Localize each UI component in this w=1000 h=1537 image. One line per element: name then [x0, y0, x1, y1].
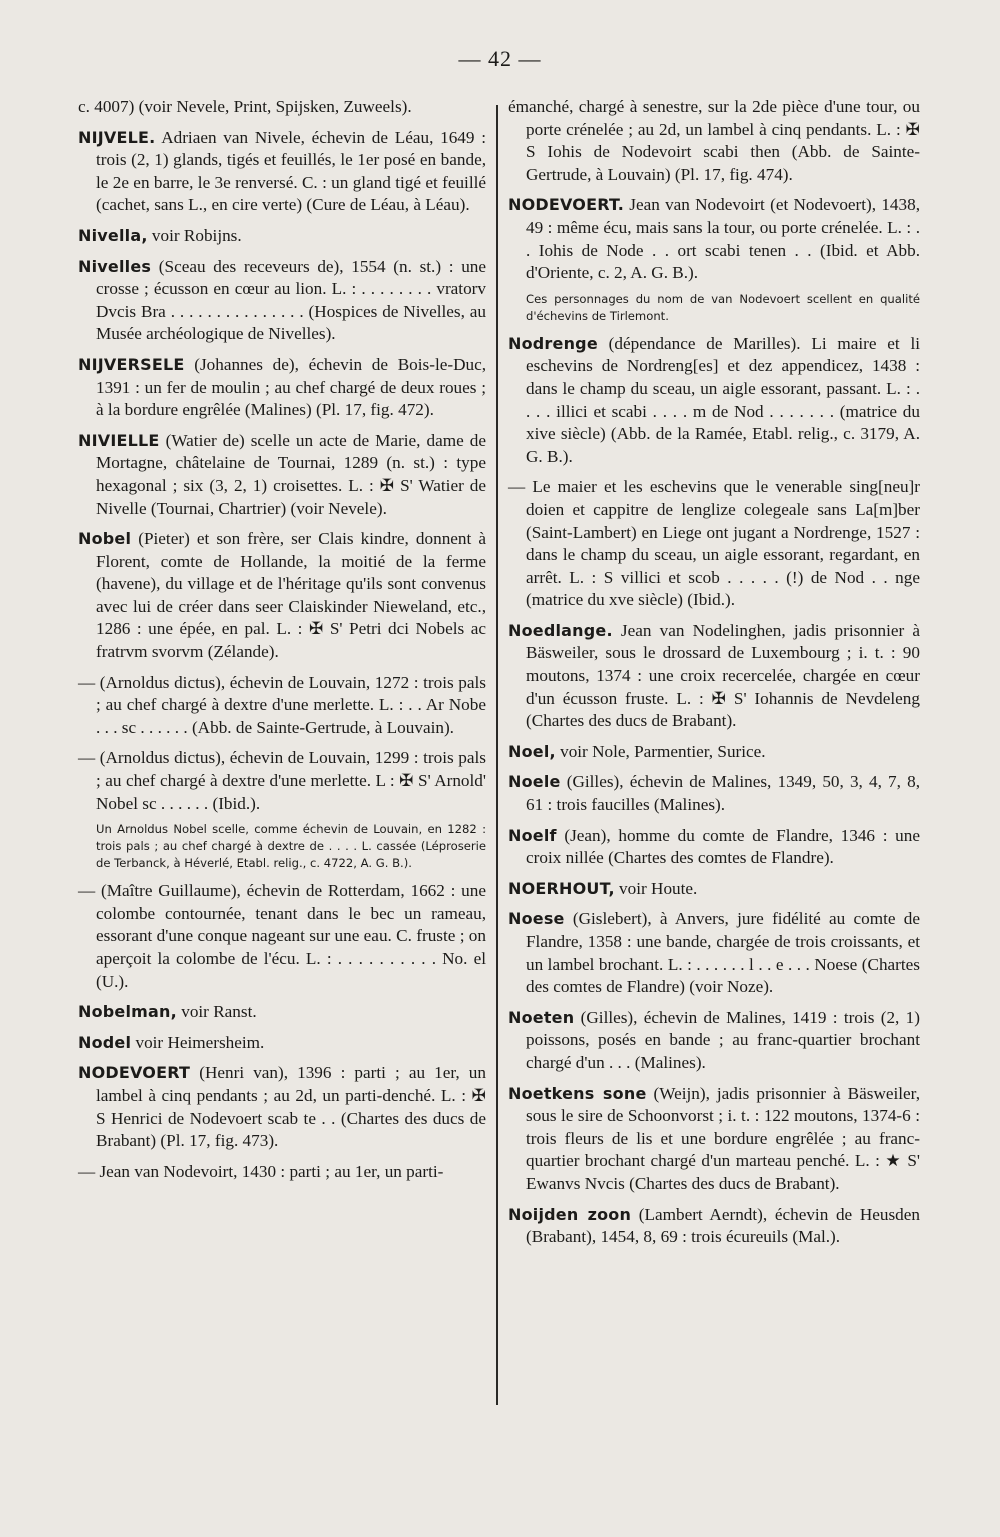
entry-text: (Sceau des receveurs de), 1554 (n. st.) : une crosse ; écusson en cœur au lion. L. : . . . . . . . . vratorv Dvcis Bra . . . . . . . . . . . . . . . (Hospices de Nivelles, au Musée archéologique de Nivelles).: [96, 256, 487, 344]
dictionary-entry: [78, 1062, 486, 1152]
dictionary-entry: [508, 1007, 920, 1075]
dictionary-entry: [508, 194, 920, 284]
entry-headword: Noeten: [508, 1007, 575, 1027]
entry-text: — (Arnoldus dictus), échevin de Louvain, 1299 : trois pals ; au chef chargé à dextre d'une merlette. L : ✠ S' Arnold' Nobel sc . . . . . . (Ibid.).: [78, 748, 486, 813]
entry-text: (Gilles), échevin de Malines, 1419 : trois (2, 1) poissons, posés en bande ; au franc-quartier brochant chargé d'un . . . (Malines).: [526, 1007, 920, 1072]
dictionary-entry: [508, 908, 920, 998]
entry-text: (Watier de) scelle un acte de Marie, dame de Mortagne, châtelaine de Tournai, 1289 (n. st.) : type hexagonal ; six (3, 2, 1) croisettes. L. : ✠ S' Watier de Nivelle (Tournai, Chartrier) (voir Nevele).: [96, 430, 487, 518]
entry-headword: Nivella,: [78, 225, 148, 245]
entry-headword: NOERHOUT,: [508, 878, 615, 898]
entry-headword: Nodrenge: [508, 333, 598, 353]
dictionary-entry: [508, 1083, 920, 1196]
dictionary-entry: [508, 825, 920, 870]
entry-headword: NIJVELE.: [78, 127, 156, 147]
entry-text: Jean van Nodelinghen, jadis prisonnier à Bäsweiler, sous le drossard de Luxembourg ; i. t. : 90 moutons, 1374 : une croix recercelée, chargée en cœur d'un écusson fruste. L. : ✠ S' Iohannis de Nevdeleng (Chartes des ducs de Brabant).: [526, 620, 920, 731]
dictionary-entry: [78, 747, 486, 815]
entry-text: Adriaen van Nivele, échevin de Léau, 1649 : trois (2, 1) glands, tigés et feuillés, le 1er posé en bande, le 2e en barre, le 3e renversé. C. : un gland tigé et feuillé (cachet, sans L., en cire verte) (Cure de Léau, à Léau).: [96, 127, 486, 215]
entry-text: c. 4007) (voir Nevele, Print, Spijsken, Zuweels).: [78, 97, 412, 116]
entry-text: voir Ranst.: [181, 1002, 257, 1022]
dictionary-entry: [78, 96, 486, 119]
dictionary-entry: [78, 225, 486, 248]
entry-headword: Nivelles: [78, 256, 152, 276]
dictionary-entry: [78, 880, 486, 993]
entry-text: Jean van Nodevoirt (et Nodevoert), 1438, 49 : même écu, mais sans la tour, ou porte crénelée. L. : . . Iohis de Node . . ort scabi tenen . . (Ibid. et Abb. d'Oriente, c. 2, A. G. B.).: [526, 195, 920, 283]
entry-text: — Jean van Nodevoirt, 1430 : parti ; au 1er, un parti-: [78, 1161, 444, 1181]
page-number: — 42 —: [458, 46, 542, 71]
entry-text: Ces personnages du nom de van Nodevoert scellent en qualité d'échevins de Tirlemont.: [526, 291, 920, 323]
dictionary-entry: [508, 476, 920, 612]
dictionary-entry: [78, 1032, 486, 1055]
entry-text: (Lambert Aerndt), échevin de Heusden (Brabant), 1454, 8, 69 : trois écureuils (Mal.).: [526, 1204, 920, 1247]
entry-headword: Nobel: [78, 529, 132, 549]
entry-text: (Jean), homme du comte de Flandre, 1346 : une croix nillée (Chartes des comtes de Flandre).: [526, 825, 920, 868]
entry-text: (Pieter) et son frère, ser Clais kindre, donnent à Florent, comte de Hollande, la moitié de la ferme (havene), du village et de l'héritage qu'ils sont convenus avec lui de créer dans seer Claiskinder Nieweland, etc., 1286 : une épée, en pal. L. : ✠ S' Petri dci Nobels ac fratrvm svorvm (Zélande).: [96, 529, 486, 662]
dictionary-entry: [78, 1161, 486, 1184]
entry-text: (dépendance de Marilles). Li maire et li eschevins de Nordreng[es] et dez appendicez, 1438 : dans le champ du sceau, un aigle essorant, passant. L. : . . . . illici et scabi . . . . m de Nod . . . . . . . (matrice du xive siècle) (Abb. de la Ramée, Etabl. relig., c. 3179, A. G. B.).: [526, 333, 920, 466]
entry-text: (Johannes de), échevin de Bois-le-Duc, 1391 : un fer de moulin ; au chef chargé de deux roues ; à la bordure engrêlée (Malines) (Pl. 17, fig. 472).: [96, 354, 487, 420]
entry-text: — (Arnoldus dictus), échevin de Louvain, 1272 : trois pals ; au chef chargé à dextre d'une merlette. L. : . . Ar Nobe . . . sc . . . . . . (Abb. de Sainte-Gertrude, à Louvain).: [78, 672, 486, 737]
dictionary-entry: [508, 96, 920, 186]
column-divider: [496, 105, 498, 1405]
entry-headword: Noijden zoon: [508, 1204, 632, 1224]
entry-text: (Gislebert), à Anvers, jure fidélité au comte de Flandre, 1358 : une bande, chargée de trois croissants, et un lambel brochant. L. : . . . . . . l . . e . . . Noese (Chartes des comtes de Flandre) (voir Noze).: [526, 909, 921, 997]
entry-text: — (Maître Guillaume), échevin de Rotterdam, 1662 : une colombe contournée, tenant dans le bec un rameau, essorant d'une conque nageant sur une eau. C. fruste ; on aperçoit la colombe de l'écu. L. : . . . . . . . . . . No. el (U.).: [78, 881, 486, 991]
entry-text: voir Nole, Parmentier, Surice.: [560, 741, 766, 761]
footnote: [526, 291, 920, 325]
entry-headword: Noedlange.: [508, 620, 613, 640]
entry-headword: Noese: [508, 909, 565, 929]
entry-text: voir Houte.: [619, 878, 698, 898]
dictionary-entry: [78, 672, 486, 740]
entry-headword: NODEVOERT.: [508, 195, 624, 215]
entry-headword: NODEVOERT: [78, 1063, 191, 1083]
entry-headword: Noelf: [508, 825, 557, 845]
dictionary-entry: [508, 741, 920, 764]
entry-text: voir Robijns.: [151, 225, 242, 245]
footnote: [96, 821, 486, 872]
entry-headword: Noel,: [508, 741, 556, 761]
entry-text: (Henri van), 1396 : parti ; au 1er, un lambel à cinq pendants ; au 2d, un parti-denché. L. : ✠ S Henrici de Nodevoert scab te . . (Chartes des ducs de Brabant) (Pl. 17, fig. 473).: [96, 1063, 486, 1151]
right-column: [508, 96, 920, 1257]
dictionary-entry: [508, 620, 920, 733]
dictionary-entry: [508, 1204, 920, 1249]
dictionary-entry: [78, 528, 486, 664]
dictionary-entry: [78, 354, 486, 422]
entry-text: (Gilles), échevin de Malines, 1349, 50, 3, 4, 7, 8, 61 : trois faucilles (Malines).: [526, 772, 920, 815]
dictionary-entry: [78, 127, 486, 217]
dictionary-entry: [508, 333, 920, 469]
entry-headword: NIJVERSELE: [78, 354, 185, 374]
entry-text: émanché, chargé à senestre, sur la 2de pièce d'une tour, ou porte crénelée ; au 2d, un lambel à cinq pendants. L. : ✠ S Iohis de Nodevoirt scabi then (Abb. de Sainte-Gertrude, à Louvain) (Pl. 17, fig. 474).: [508, 97, 920, 184]
entry-headword: Noele: [508, 772, 561, 792]
entry-text: — Le maier et les eschevins que le venerable sing[neu]r doien et cappitre de lenglize colegeale sans La[m]ber (Saint-Lambert) en Liege ont jugant a Nordrenge, 1527 : dans le champ du sceau, un aigle essorant, regardant, en arrêt. L. : S villici et scob . . . . . (!) de Nod . . nge (matrice du xve siècle) (Ibid.).: [508, 477, 920, 610]
dictionary-entry: [508, 771, 920, 816]
entry-text: voir Heimersheim.: [135, 1032, 265, 1052]
dictionary-entry: [508, 878, 920, 901]
dictionary-entry: [78, 1001, 486, 1024]
entry-text: Un Arnoldus Nobel scelle, comme échevin de Louvain, en 1282 : trois pals ; au chef chargé à dextre de . . . . L. cassée (Léproserie de Terbanck, à Héverlé, Etabl. relig., c. 4722, A. G. B.).: [96, 822, 486, 871]
entry-headword: Noetkens sone: [508, 1083, 647, 1103]
dictionary-entry: [78, 256, 486, 346]
entry-headword: Nodel: [78, 1032, 132, 1052]
entry-text: (Weijn), jadis prisonnier à Bäsweiler, sous le sire de Schoonvorst ; i. t. : 122 moutons, 1374-6 : trois fleurs de lis et une bordure engrêlée ; au franc-quartier brochant chargé d'un marteau penché. L. : ★ S' Ewanvs Nvcis (Chartes des ducs de Brabant).: [526, 1083, 921, 1193]
entry-headword: Nobelman,: [78, 1002, 177, 1022]
entry-headword: NIVIELLE: [78, 430, 160, 450]
dictionary-entry: [78, 430, 486, 520]
left-column: [78, 96, 486, 1191]
